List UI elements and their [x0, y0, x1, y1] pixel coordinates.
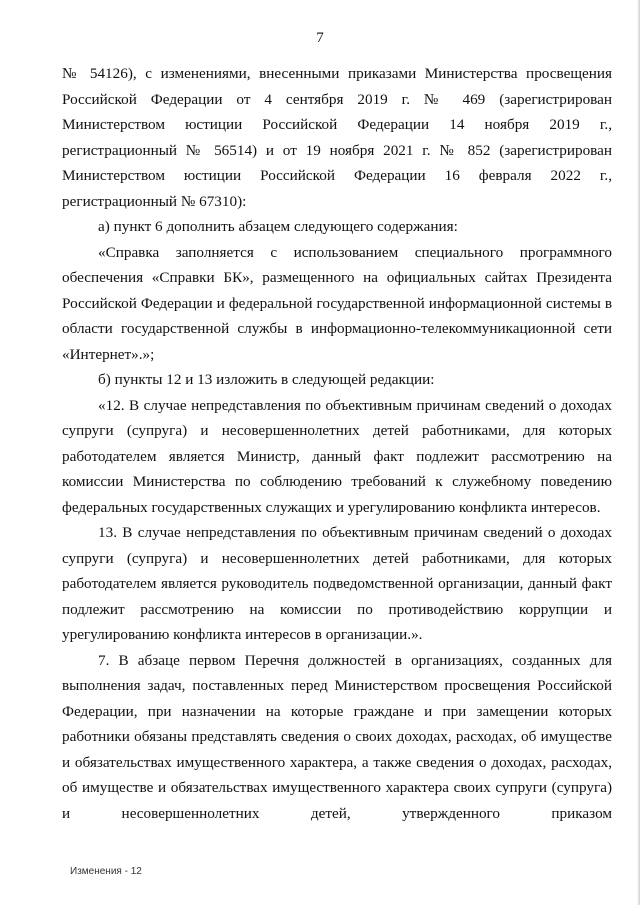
- document-body: [62, 61, 612, 826]
- footer-note: Изменения - 12: [70, 866, 142, 877]
- page-number: 7: [316, 30, 324, 46]
- paragraph-point-7: 7. В абзаце первом Перечня должностей в организациях, созданных для выполнения задач, поставленных перед Министерством просвещения Российской Федерации, при назначении на которые граждане и при замещении которых работники обязаны представлять сведения о своих доходах, расходах, об имуществе и обязательствах имущественного характера, а также сведения о доходах, расходах, об имуществе и обязательствах имущественного характера своих супруги (супруга) и несовершеннолетних детей, утвержденного приказом: [62, 651, 612, 822]
- paragraph-point-13: 13. В случае непредставления по объективным причинам сведений о доходах супруги (супруга) и несовершеннолетних детей работниками, для которых работодателем является руководитель подведомственной организации, данный факт подлежит рассмотрению на комиссии по противодействию коррупции и урегулированию конфликта интересов в организации.».: [62, 524, 612, 643]
- paragraph-item-a: а) пункт 6 дополнить абзацем следующего содержания:: [98, 218, 458, 235]
- paragraph-point-12: «12. В случае непредставления по объективным причинам сведений о доходах супруги (супруга) и несовершеннолетних детей работниками, для которых работодателем является Министр, данный факт подлежит рассмотрению на комиссии Министерства по соблюдению требований к служебному поведению федеральных государственных служащих и урегулированию конфликта интересов.: [62, 396, 612, 516]
- paragraph-item-b: б) пункты 12 и 13 изложить в следующей редакции:: [98, 371, 435, 388]
- paragraph-registration: № 54126), с изменениями, внесенными приказами Министерства просвещения Российской Федерации от 4 сентября 2019 г. № 469 (зарегистрирован Министерством юстиции Российской Федерации 14 ноября 2019 г., регистрационный № 56514) и от 19 ноября 2021 г. № 852 (зарегистрирован Министерством юстиции Российской Федерации 16 февраля 2022 г., регистрационный № 67310):: [62, 65, 612, 210]
- paragraph-certificate-software: «Справка заполняется с использованием специального программного обеспечения «Справки БК», размещенного на официальных сайтах Президента Российской Федерации и федеральной государственной информационной системы в области государственной службы в информационно-телекоммуникационной сети «Интернет».»;: [62, 243, 612, 363]
